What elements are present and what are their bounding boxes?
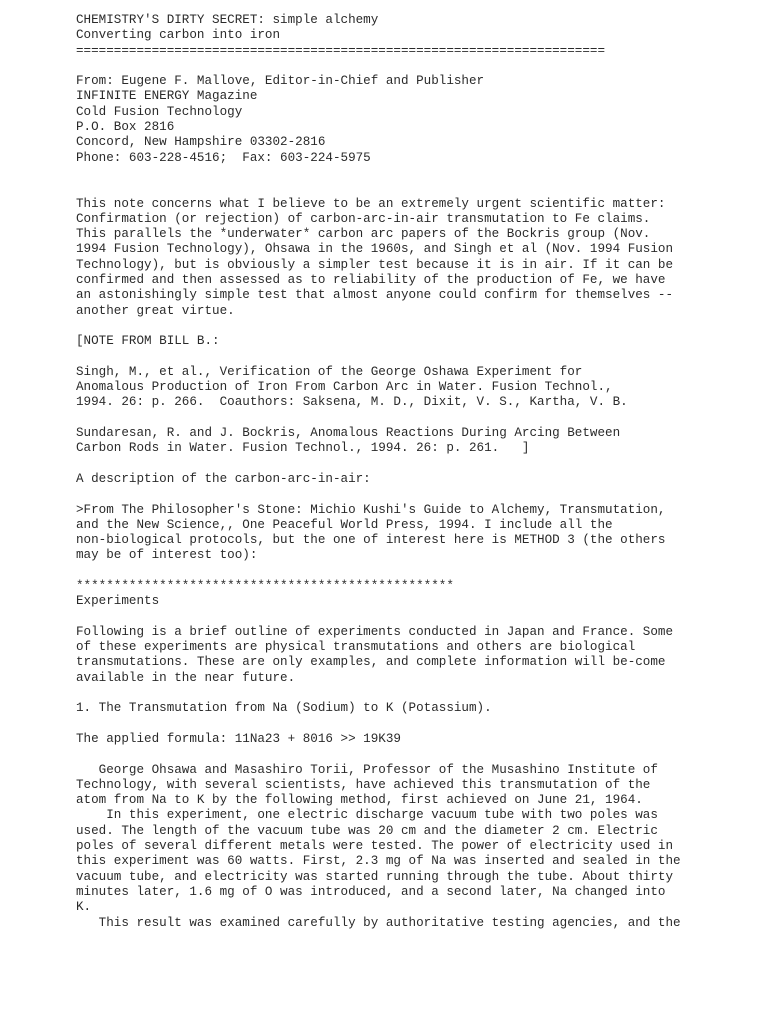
text-line: Anomalous Production of Iron From Carbon Arc in Water. Fusion Technol., [76,380,613,395]
star-divider: ************************************************** [76,578,454,593]
text-line: Singh, M., et al., Verification of the George Oshawa Experiment for [76,364,583,379]
text-line: 1994 Fusion Technology), Ohsawa in the 1960s, and Singh et al (Nov. 1994 Fusion [76,242,674,257]
text-line: K. [76,900,92,915]
spacer [76,457,696,472]
spacer [76,487,696,502]
text-line: In this experiment, one electric discharge vacuum tube with two poles was [76,808,658,823]
text-line: minutes later, 1.6 mg of O was introduced, and a second later, Na changed into [76,884,666,899]
experiments-heading: Experiments [76,594,160,609]
experiments-intro [76,625,696,686]
text-line: >From The Philosopher's Stone: Michio Kushi's Guide to Alchemy, Transmutation, [76,502,666,517]
reference-sundaresan [76,426,696,457]
text-line: another great virtue. [76,303,235,318]
section-heading: 1. The Transmutation from Na (Sodium) to K (Potassium). [76,701,492,716]
spacer [76,181,696,196]
text-line: George Ohsawa and Masashiro Torii, Professor of the Musashino Institute of [76,762,658,777]
spacer [76,564,696,579]
text-line: Sundaresan, R. and J. Bockris, Anomalous Reactions During Arcing Between [76,426,621,441]
text-line: Technology), but is obviously a simpler test because it is in air. If it can be [76,257,674,272]
contact-line: From: Eugene F. Mallove, Editor-in-Chief and Publisher [76,74,485,89]
quoted-source [76,503,696,564]
text-line: an astonishingly simple test that almost anyone could confirm for themselves -- [76,288,674,303]
spacer [76,166,696,181]
contact-line: INFINITE ENERGY Magazine [76,89,258,104]
text-line: 1994. 26: p. 266. Coauthors: Saksena, M. D., Dixit, V. S., Kartha, V. B. [76,395,628,410]
formula-line: The applied formula: 11Na23 + 8016 >> 19K39 [76,731,401,746]
text-line: atom from Na to K by the following method, first achieved on June 21, 1964. [76,793,643,808]
note-heading: [NOTE FROM BILL B.: [76,334,220,349]
spacer [76,717,696,732]
text-line: Technology, with several scientists, have achieved this transmutation of the [76,777,651,792]
contact-block [76,74,696,166]
text-line: This parallels the *underwater* carbon arc papers of the Bockris group (Nov. [76,227,651,242]
spacer [76,411,696,426]
document-subtitle: Converting carbon into iron [76,28,281,43]
spacer [76,319,696,334]
contact-line: Cold Fusion Technology [76,104,243,119]
reference-singh [76,365,696,411]
text-line: Confirmation (or rejection) of carbon-arc-in-air transmutation to Fe claims. [76,211,651,226]
text-line: confirmed and then assessed as to reliability of the production of Fe, we have [76,273,666,288]
document-title: CHEMISTRY'S DIRTY SECRET: simple alchemy [76,13,379,27]
text-line: Carbon Rods in Water. Fusion Technol., 1994. 26: p. 261. ] [76,441,530,456]
document-page [76,13,696,931]
text-line: transmutations. These are only examples, and complete information will be-come [76,655,666,670]
spacer [76,686,696,701]
spacer [76,747,696,762]
experiment-body [76,763,696,931]
text-line: may be of interest too): [76,548,258,563]
spacer [76,59,696,74]
intro-paragraph [76,197,696,319]
text-line: vacuum tube, and electricity was started running through the tube. About thirty [76,869,674,884]
text-line: used. The length of the vacuum tube was 20 cm and the diameter 2 cm. Electric [76,823,658,838]
spacer [76,350,696,365]
contact-line: Phone: 603-228-4516; Fax: 603-224-5975 [76,150,371,165]
title-rule: ====================================================================== [76,43,606,58]
text-line: This note concerns what I believe to be an extremely urgent scientific matter: [76,196,666,211]
contact-line: Concord, New Hampshire 03302-2816 [76,135,326,150]
contact-line: P.O. Box 2816 [76,120,175,135]
text-line: poles of several different metals were tested. The power of electricity used in [76,839,674,854]
description-line: A description of the carbon-arc-in-air: [76,471,371,486]
text-line: of these experiments are physical transmutations and others are biological [76,640,636,655]
text-line: this experiment was 60 watts. First, 2.3 mg of Na was inserted and sealed in the [76,854,681,869]
text-line: Following is a brief outline of experiments conducted in Japan and France. Some [76,624,674,639]
text-line: non-biological protocols, but the one of interest here is METHOD 3 (the others [76,533,666,548]
spacer [76,610,696,625]
text-line: This result was examined carefully by authoritative testing agencies, and the [76,915,681,930]
text-line: available in the near future. [76,670,296,685]
text-line: and the New Science,, One Peaceful World Press, 1994. I include all the [76,517,613,532]
